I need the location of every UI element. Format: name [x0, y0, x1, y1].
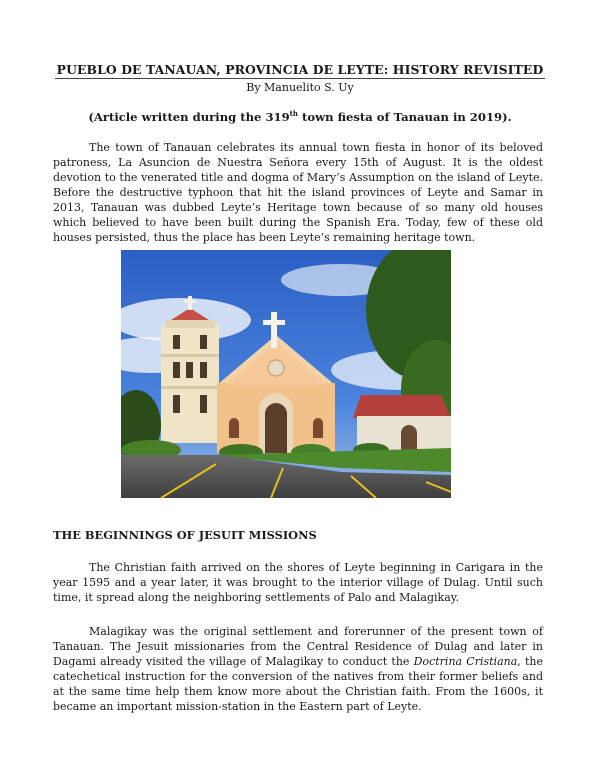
- body-paragraph: [53, 624, 543, 714]
- subtitle-text-end: town fiesta of Tanauan in 2019).: [298, 109, 512, 124]
- paragraph-text: The Christian faith arrived on the shores of Leyte beginning in Carigara in the year 1595 and a year later, it was brought to the interior village of Dulag. Until such time, it spread along the neighboring settlements of Palo and Malagikay.: [53, 561, 543, 604]
- subtitle-ordinal: th: [289, 109, 298, 118]
- article-subtitle: [52, 109, 548, 124]
- italic-term: Doctrina Cristiana: [413, 655, 518, 668]
- body-paragraph: [53, 560, 543, 605]
- title-underline: [55, 78, 545, 79]
- intro-paragraph: [53, 140, 543, 245]
- paragraph-text-end: , the catechetical instruction for the conversion of the natives from their former beliefs and at the same time help them know more about the Christian faith. From the 1600s, it became an important mission-station in the Eastern part of Leyte.: [53, 655, 543, 713]
- subtitle-text: (Article written during the 319: [88, 109, 290, 124]
- church-photo: [121, 250, 451, 498]
- author-byline: By Manuelito S. Uy: [246, 81, 354, 94]
- document-title: PUEBLO DE TANAUAN, PROVINCIA DE LEYTE: HISTORY REVISITED: [56, 62, 544, 77]
- section-heading: THE BEGINNINGS OF JESUIT MISSIONS: [53, 528, 317, 542]
- intro-text: The town of Tanauan celebrates its annual town fiesta in honor of its beloved patroness, La Asuncion de Nuestra Señora every 15th of August. It is the oldest devotion to the venerated title and dogma of Mary’s Assumption on the island of Leyte. Before the destructive typhoon that hit the island provinces of Leyte and Samar in 2013, Tanauan was dubbed Leyte’s Heritage town because of so many old houses which believed to have been built during the Spanish Era. Today, few of these old houses persisted, thus the place has been Leyte’s remaining heritage town.: [53, 141, 543, 244]
- paragraph-text: Malagikay was the original settlement and forerunner of the present town of Tanauan. The Jesuit missionaries from the Central Residence of Dulag and later in Dagami already visited the village of Malagikay to conduct the: [53, 625, 543, 668]
